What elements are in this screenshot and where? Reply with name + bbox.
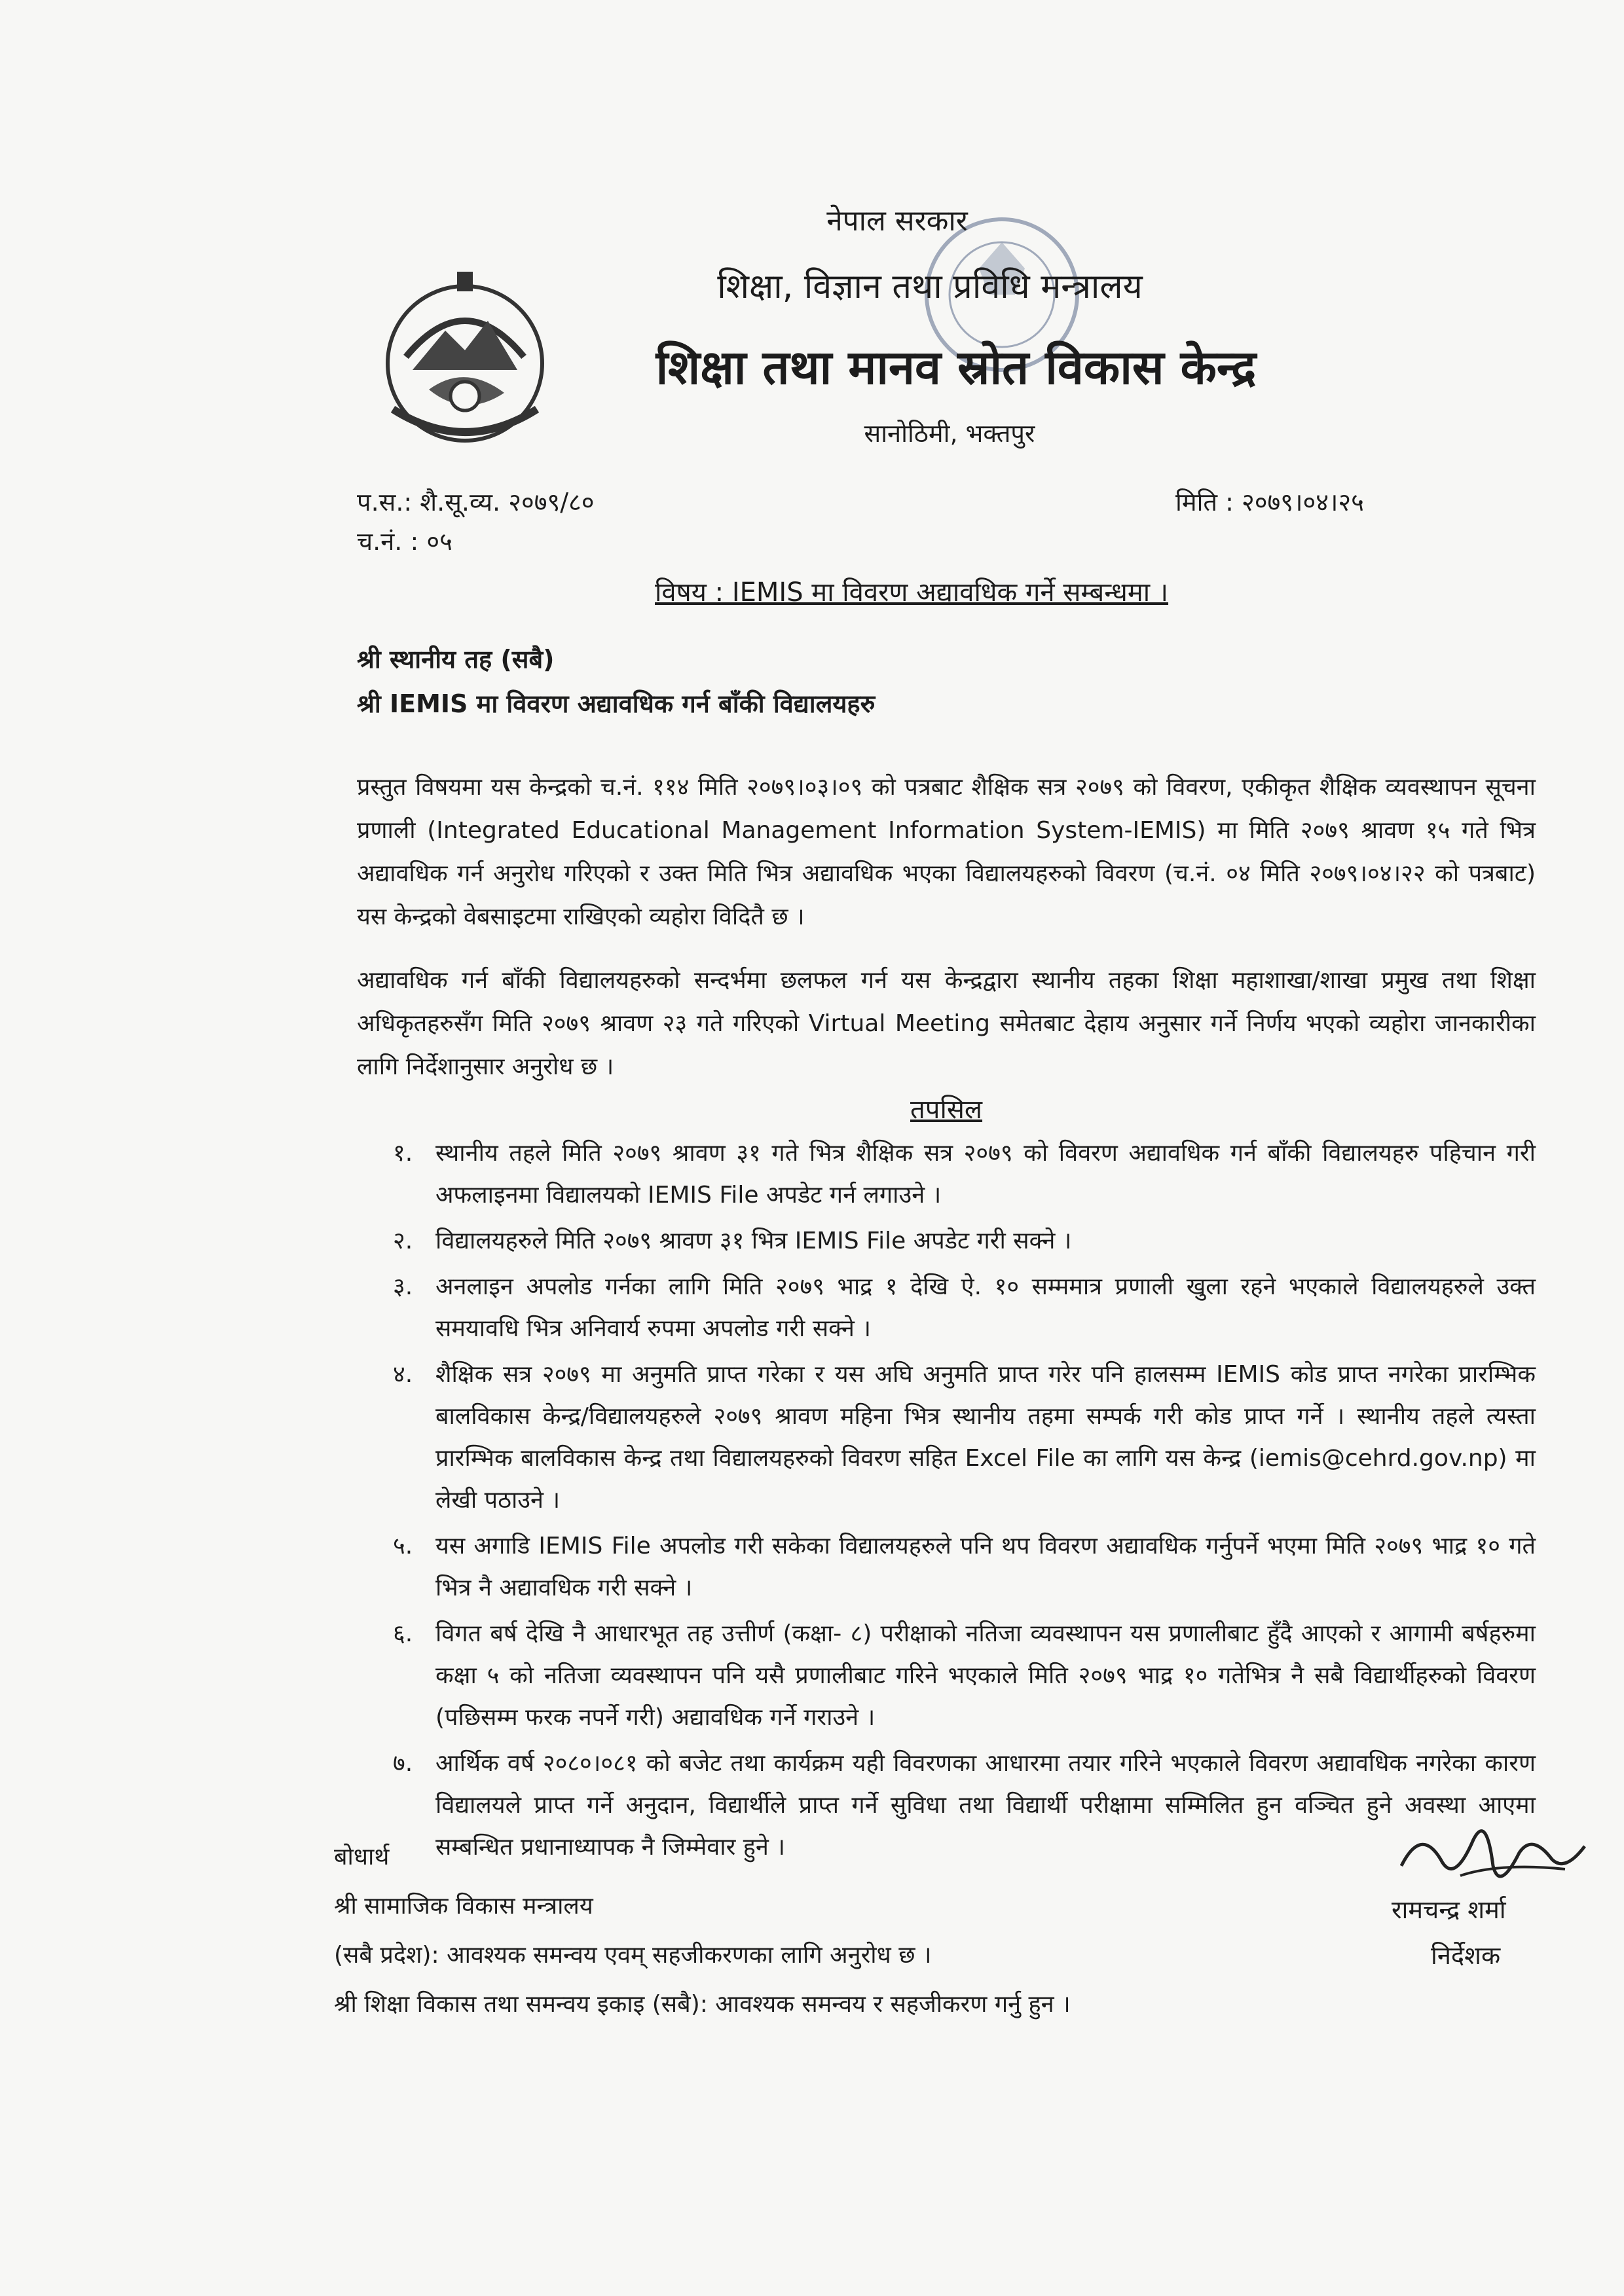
item-text: स्थानीय तहले मिति २०७९ श्रावण ३१ गते भित्र शैक्षिक सत्र २०७९ को विवरण अद्यावधिक गर्न बाँकी विद्यालयहरु पहिचान गरी अफलाइनमा विद्यालयको IEMIS File अपडेट गर्न लगाउने । xyxy=(435,1140,1536,1209)
letter-subject: विषय : IEMIS मा विवरण अद्यावधिक गर्ने सम्बन्धमा । xyxy=(655,577,1169,608)
item-number: ५. xyxy=(393,1533,413,1559)
item-number: १. xyxy=(393,1140,413,1167)
item-text: विगत बर्ष देखि नै आधारभूत तह उत्तीर्ण (कक्षा- ८) परीक्षाको नतिजा व्यवस्थापन यस प्रणालीबाट हुँदै आएको र आगामी बर्षहरुमा कक्षा ५ को नतिजा व्यवस्थापन पनि यसै प्रणालीबाट गरिने भएकाले मिति २०७९ भाद्र १० गतेभित्र नै सबै विद्यार्थीहरुको विवरण (पछिसम्म फरक नपर्ने गरी) अद्यावधिक गर्ने गराउने । xyxy=(435,1620,1536,1731)
patra-sankhya: प.स.: शै.सू.व्य. २०७९/८० xyxy=(357,488,595,517)
office-name: शिक्षा तथा मानव स्रोत विकास केन्द्र xyxy=(655,340,1257,395)
body-paragraph-2: अद्यावधिक गर्न बाँकी विद्यालयहरुको सन्दर्भमा छलफल गर्न यस केन्द्रद्वारा स्थानीय तहका शिक्षा महाशाखा/शाखा प्रमुख तथा शिक्षा अधिकृतहरुसँग मिति २०७९ श्रावण २३ गते गरिएको Virtual Meeting समेतबाट देहाय अनुसार गर्ने निर्णय भएको व्यहोरा जानकारीका लागि निर्देशानुसार अनुरोध छ । xyxy=(357,967,1536,1080)
body-paragraph-1: प्रस्तुत विषयमा यस केन्द्रको च.नं. ११४ मिति २०७९।०३।०९ को पत्रबाट शैक्षिक सत्र २०७९ को विवरण, एकीकृत शैक्षिक व्यवस्थापन सूचना प्रणाली (Integrated Educational Management Information System-IEMIS) मा मिति २०७९ श्रावण १५ गते भित्र अद्यावधिक गर्न अनुरोध गरिएको र उक्त मिति भित्र अद्यावधिक भएका विद्यालयहरुको विवरण (च.नं. ०४ मिति २०७९।०४।२२ को पत्रबाट) यस केन्द्रको वेबसाइटमा राखिएको व्यहोरा विदितै छ । xyxy=(357,774,1536,930)
government-name: नेपाल सरकार xyxy=(826,204,968,238)
list-item xyxy=(357,1354,1536,1522)
item-text: यस अगाडि IEMIS File अपलोड गरी सकेका विद्यालयहरुले पनि थप विवरण अद्यावधिक गर्नुपर्ने भएमा मिति २०७९ भाद्र १० गते भित्र नै अद्यावधिक गरी सक्ने । xyxy=(435,1533,1536,1601)
nepal-emblem-icon xyxy=(367,259,563,455)
item-text: विद्यालयहरुले मिति २०७९ श्रावण ३१ भित्र IEMIS File अपडेट गरी सक्ने । xyxy=(435,1228,1072,1254)
letter-date: मिति : २०७९।०४।२५ xyxy=(1175,488,1364,517)
list-item xyxy=(357,1525,1536,1609)
item-number: ६. xyxy=(393,1620,413,1647)
office-address: सानोठिमी, भक्तपुर xyxy=(864,419,1035,448)
item-number: ७. xyxy=(393,1750,413,1777)
addressee-1: श्री स्थानीय तह (सबै) xyxy=(357,645,555,674)
list-item xyxy=(357,1266,1536,1350)
cc-line-3: श्री शिक्षा विकास तथा समन्वय इकाइ (सबै): आवश्यक समन्वय र सहजीकरण गर्नु हुन । xyxy=(334,1991,1071,2018)
handwritten-signature xyxy=(1395,1813,1591,1905)
signatory-name: रामचन्द्र शर्मा xyxy=(1392,1895,1506,1924)
cc-label: बोधार्थ xyxy=(334,1844,390,1870)
item-number: २. xyxy=(393,1228,413,1254)
item-text: आर्थिक वर्ष २०८०।०८१ को बजेट तथा कार्यक्रम यही विवरणका आधारमा तयार गरिने भएकाले विवरण अद्यावधिक नगरेका कारण विद्यालयले प्राप्त गर्ने अनुदान, विद्यार्थीले प्राप्त गर्ने सुविधा तथा विद्यार्थी परीक्षामा सम्मिलित हुन वञ्चित हुने अवस्था आएमा सम्बन्धित प्रधानाध्यापक नै जिम्मेवार हुने । xyxy=(435,1750,1536,1861)
signatory-title: निर्देशक xyxy=(1431,1941,1501,1970)
tapsil-heading: तपसिल xyxy=(910,1095,983,1125)
list-item xyxy=(357,1133,1536,1216)
item-text: शैक्षिक सत्र २०७९ मा अनुमति प्राप्त गरेका र यस अघि अनुमति प्राप्त गरेर पनि हालसम्म IEMIS कोड प्राप्त नगरेका प्रारम्भिक बालविकास केन्द्र/विद्यालयहरुले २०७९ श्रावण महिना भित्र स्थानीय तहमा सम्पर्क गरी कोड प्राप्त गर्ने । स्थानीय तहले त्यस्ता प्रारम्भिक बालविकास केन्द्र तथा विद्यालयहरुको विवरण सहित Excel File का लागि यस केन्द्र (iemis@cehrd.gov.np) मा लेखी पठाउने । xyxy=(435,1361,1536,1514)
list-item xyxy=(357,1743,1536,1868)
item-number: ३. xyxy=(393,1273,413,1300)
list-item xyxy=(357,1220,1536,1262)
cc-line-1: श्री सामाजिक विकास मन्त्रालय xyxy=(334,1893,593,1920)
addressee-2: श्री IEMIS मा विवरण अद्यावधिक गर्न बाँकी विद्यालयहरु xyxy=(357,689,876,718)
item-number: ४. xyxy=(393,1361,413,1388)
chalani-number: च.नं. : ०५ xyxy=(357,527,452,556)
list-item xyxy=(357,1613,1536,1739)
cc-line-2: (सबै प्रदेश): आवश्यक समन्वय एवम् सहजीकरणका लागि अनुरोध छ । xyxy=(334,1942,932,1969)
ministry-name: शिक्षा, विज्ञान तथा प्रविधि मन्त्रालय xyxy=(717,267,1143,306)
item-text: अनलाइन अपलोड गर्नका लागि मिति २०७९ भाद्र १ देखि ऐ. १० सम्ममात्र प्रणाली खुला रहने भएकाले विद्यालयहरुले उक्त समयावधि भित्र अनिवार्य रुपमा अपलोड गरी सक्ने । xyxy=(435,1273,1536,1342)
decision-list xyxy=(357,1133,1536,1872)
